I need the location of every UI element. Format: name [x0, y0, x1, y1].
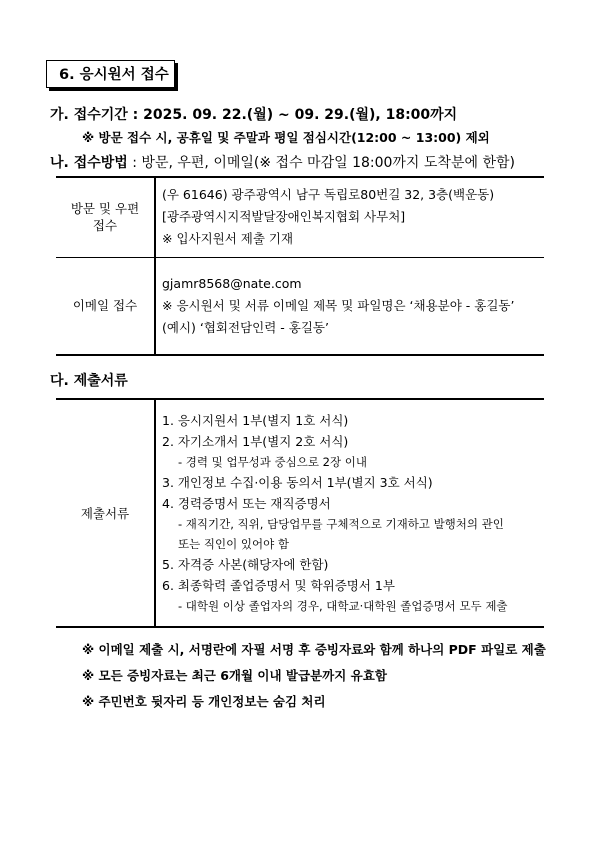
method-line [50, 152, 515, 172]
label-line: 이메일 접수 [72, 298, 138, 314]
note-validity: ※ 모든 증빙자료는 최근 6개월 이내 발급분까지 유효함 [82, 668, 387, 683]
period-note: ※ 방문 접수 시, 공휴일 및 주말과 평일 점심시간(12:00 ~ 13:00) 제외 [82, 130, 490, 145]
list-subitem: 또는 직인이 있어야 함 [178, 537, 289, 551]
list-item: 6. 최종학력 졸업증명서 및 학위증명서 1부 [162, 578, 395, 593]
list-subitem: - 경력 및 업무성과 중심으로 2장 이내 [178, 455, 367, 469]
email-address[interactable]: gjamr8568@nate.com [162, 275, 302, 291]
label-line: 접수 [92, 218, 118, 234]
period-line [50, 104, 457, 124]
method-row-email [56, 257, 544, 355]
period-label: 가. 접수기간 : [50, 107, 139, 123]
email-note: ※ 응시원서 및 서류 이메일 제목 및 파일명은 ‘채용분야 - 홍길동’ [162, 297, 515, 313]
label-line: 방문 및 우편 [70, 201, 140, 217]
documents-label: 제출서류 [56, 399, 155, 627]
method-value: : 방문, 우편, 이메일(※ 접수 마감일 18:00까지 도착분에 한함) [132, 155, 515, 171]
documents-heading: 다. 제출서류 [50, 373, 128, 389]
list-item: 2. 자기소개서 1부(별지 2호 서식) [162, 434, 349, 449]
documents-table [56, 398, 544, 628]
list-subitem: - 대학원 이상 졸업자의 경우, 대학교·대학원 졸업증명서 모두 제출 [178, 599, 508, 613]
documents-row [56, 399, 544, 627]
list-subitem: - 재직기간, 직위, 담당업무를 구체적으로 기재하고 발행처의 관인 [178, 517, 504, 531]
list-item: 1. 응시지원서 1부(별지 1호 서식) [162, 413, 349, 428]
list-item: 3. 개인정보 수집·이용 동의서 1부(별지 3호 서식) [162, 475, 433, 490]
visit-note: ※ 입사지원서 제출 기재 [162, 231, 294, 247]
method-row-content [155, 257, 544, 355]
method-table [56, 176, 544, 356]
method-label: 나. 접수방법 [50, 155, 128, 171]
note-pdf: ※ 이메일 제출 시, 서명란에 자필 서명 후 증빙자료와 함께 하나의 PDF 파일로 제출 [82, 642, 546, 657]
method-row-content [155, 177, 544, 257]
method-row-label [56, 257, 155, 355]
office-text: [광주광역시지적발달장애인복지협회 사무처] [162, 209, 406, 225]
section-title: 6. 응시원서 접수 [46, 60, 175, 88]
method-row-label [56, 177, 155, 257]
note-privacy: ※ 주민번호 뒷자리 등 개인정보는 숨김 처리 [82, 694, 326, 709]
address-text: (우 61646) 광주광역시 남구 독립로80번길 32, 3층(백운동) [162, 187, 495, 203]
method-row-visit [56, 177, 544, 257]
period-value: 2025. 09. 22.(월) ~ 09. 29.(월), 18:00까지 [143, 107, 458, 123]
documents-list [155, 399, 544, 627]
list-item: 4. 경력증명서 또는 재직증명서 [162, 496, 331, 511]
email-example: (예시) ‘협회전담인력 - 홍길동’ [162, 319, 329, 335]
list-item: 5. 자격증 사본(해당자에 한함) [162, 557, 329, 572]
